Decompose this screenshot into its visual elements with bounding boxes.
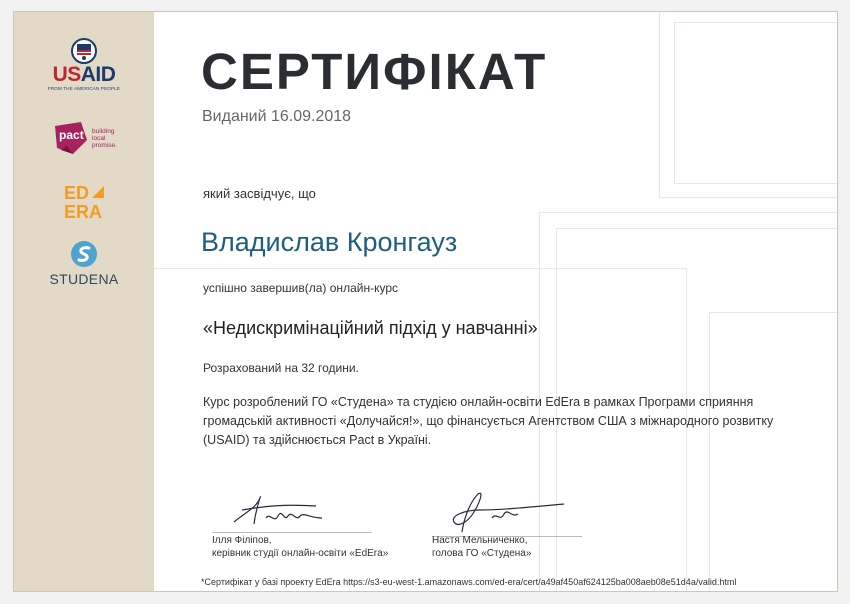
usaid-tagline: FROM THE AMERICAN PEOPLE — [47, 86, 121, 91]
usaid-logo — [14, 38, 154, 91]
decor-frame — [709, 312, 837, 591]
certificate-title: СЕРТИФІКАТ — [201, 43, 548, 100]
signature-1-line — [212, 532, 372, 533]
studena-wordmark: STUDENA — [49, 271, 119, 287]
completion-text: успішно завершив(ла) онлайн-курс — [203, 281, 398, 295]
course-hours: Розрахований на 32 години. — [203, 361, 359, 375]
verification-footer: *Сертифікат у базі проекту EdEra https://s3-eu-west-1.amazonaws.com/ed-era/cert/a49af450af624125ba008aeb08e51d4a/valid.html — [201, 577, 737, 587]
certificate-body — [154, 12, 837, 591]
edera-arrow-icon — [90, 184, 106, 200]
pact-wordmark: pact — [59, 128, 84, 142]
signature-2-role: голова ГО «Студена» — [432, 548, 532, 559]
studena-logo — [14, 240, 154, 287]
edera-line-2: ERA — [64, 202, 103, 222]
pact-tagline: building local promise. — [92, 127, 117, 149]
partner-logos-sidebar — [14, 12, 154, 591]
course-description: Курс розроблений ГО «Студена» та студією онлайн-освіти EdEra в рамках Програми сприяння громадській активності «Долучайся!», що фінансується Агентством США з міжнародного розвитку (USAID) та здійснюється Pact в Україні. — [203, 395, 774, 447]
studena-mark-icon — [70, 240, 98, 268]
course-title: «Недискримінаційний підхід у навчанні» — [203, 318, 538, 338]
edera-logo — [14, 184, 154, 224]
edera-line-1: ED — [64, 183, 90, 203]
certificate — [13, 11, 838, 592]
decor-frame — [674, 22, 837, 184]
pact-logo — [14, 120, 154, 156]
signature-2-image — [440, 488, 570, 534]
signature-1-role: керівник студії онлайн-освіти «EdEra» — [212, 548, 389, 559]
signature-1-image — [226, 488, 326, 530]
usaid-wordmark: USAID — [52, 63, 116, 86]
usaid-seal-icon — [71, 38, 97, 64]
certifies-text: який засвідчує, що — [203, 186, 316, 201]
signature-2-caption — [432, 534, 531, 560]
pact-mark-icon — [51, 120, 89, 156]
recipient-name: Владислав Кронгауз — [201, 227, 458, 257]
signature-1-caption — [212, 534, 388, 560]
signature-1-name: Ілля Філіпов, — [212, 535, 272, 546]
signature-2-name: Настя Мельниченко, — [432, 535, 528, 546]
issue-date: Виданий 16.09.2018 — [202, 108, 352, 125]
